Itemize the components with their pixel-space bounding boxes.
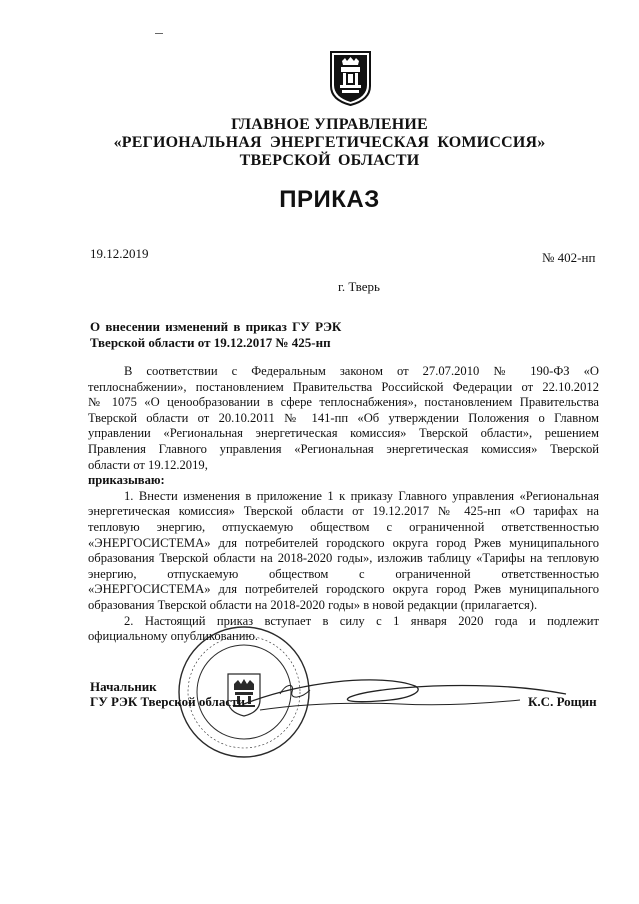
- body-line: В соответствии с Федеральным законом от 27.07.2010 № 190-ФЗ «О: [124, 364, 599, 378]
- item-2-line: официальному опубликованию.: [88, 629, 259, 644]
- subject-line-2: Тверской области от 19.12.2017 № 425-нп: [90, 335, 331, 350]
- order-word: приказываю:: [88, 473, 165, 488]
- item-1-line: «ЭНЕРГОСИСТЕМА» для потребителей городского округа город Ржев муниципального: [88, 535, 599, 550]
- org-name-line-2: «РЕГИОНАЛЬНАЯ ЭНЕРГЕТИЧЕСКАЯ КОМИССИЯ»: [113, 134, 546, 151]
- item-1-line: образования Тверской области на 2018-2020 годы» в новой редакции (прилагается).: [88, 597, 538, 612]
- signer-position-line-1: Начальник: [90, 679, 157, 694]
- document-date: 19.12.2019: [90, 246, 149, 261]
- document-city: г. Тверь: [338, 279, 380, 294]
- scan-mark: [155, 33, 163, 34]
- signer-name: К.С. Рощин: [528, 694, 597, 709]
- tver-coat-of-arms-icon: [329, 50, 372, 106]
- item-1-line: образования Тверской области на 2018-2020 годы», изложив таблицу «Тарифы на тепловую: [88, 551, 599, 566]
- item-1-line: тепловую энергию, отпускаемую обществом с ограниченной ответственностью: [88, 519, 599, 534]
- item-1-line: «ЭНЕРГОСИСТЕМА» для потребителей городского округа город Ржев муниципального: [88, 582, 599, 597]
- body-line: № 1075 «О ценообразовании в сфере теплоснабжения», постановлением Правительства: [88, 395, 599, 410]
- document-body: [88, 364, 599, 645]
- item-1-line: 1. Внести изменения в приложение 1 к приказу Главного управления «Региональная: [124, 488, 599, 503]
- body-line: Тверской области от 20.10.2011 № 141-пп «Об утверждении Положения о Главном: [88, 410, 599, 425]
- document-type-title: ПРИКАЗ: [279, 186, 380, 213]
- body-line: Правления Главного управления «Региональная энергетическая комиссия» Тверской: [88, 441, 599, 456]
- handwritten-signature-icon: [240, 664, 570, 724]
- item-1-line: энергию, отпускаемую обществом с ограниченной ответственностью: [88, 566, 599, 581]
- signer-position-line-2: ГУ РЭК Тверской области: [90, 694, 245, 709]
- subject-line-1: О внесении изменений в приказ ГУ РЭК: [90, 319, 342, 334]
- org-name-line-3: ТВЕРСКОЙ ОБЛАСТИ: [239, 152, 420, 169]
- body-line: управлении «Региональная энергетическая комиссия» Тверской области», решением: [88, 426, 599, 441]
- body-line: теплоснабжении», постановлением Правительства Российской Федерации от 22.10.2012: [88, 379, 599, 394]
- item-2-line: 2. Настоящий приказ вступает в силу с 1 января 2020 года и подлежит: [124, 613, 599, 628]
- document-number: № 402-нп: [542, 250, 596, 265]
- body-line: области от 19.12.2019,: [88, 457, 208, 472]
- item-1-line: энергетическая комиссия» Тверской области от 19.12.2017 № 425-нп «О тарифах на: [88, 504, 599, 519]
- org-name-line-1: ГЛАВНОЕ УПРАВЛЕНИЕ: [231, 116, 428, 133]
